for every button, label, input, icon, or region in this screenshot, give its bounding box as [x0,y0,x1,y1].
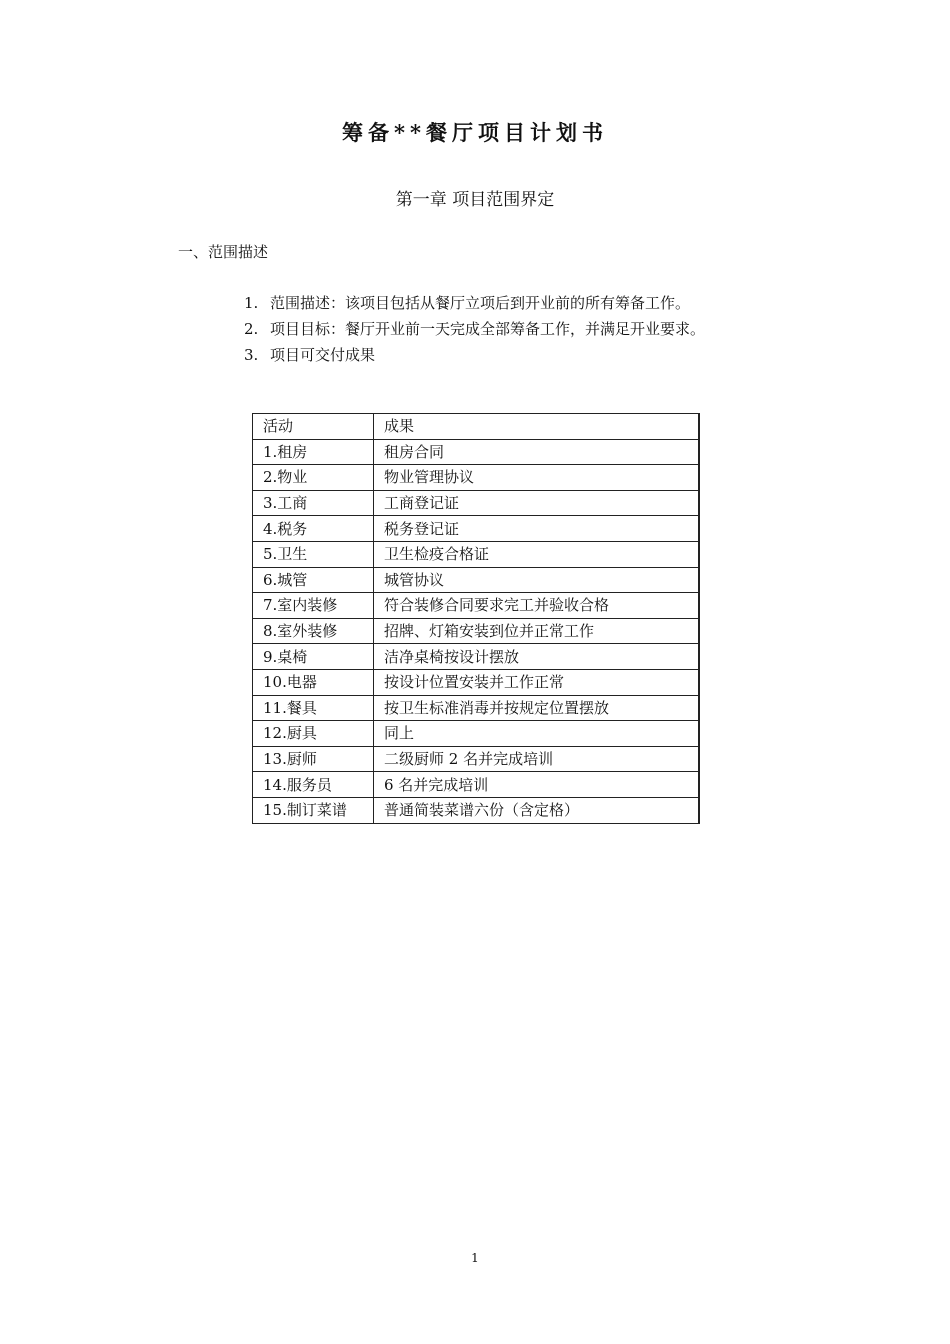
list-item-text: 项目可交付成果 [270,346,376,364]
section-heading: 一、范围描述 [178,243,269,261]
deliverable-cell: 按卫生标准消毒并按规定位置摆放 [374,695,700,721]
table-row [253,721,700,747]
table-row [253,567,700,593]
table-row [253,669,700,695]
deliverable-cell: 物业管理协议 [374,465,700,491]
list-item [244,290,705,316]
list-item-text: 范围描述：该项目包括从餐厅立项后到开业前的所有筹备工作。 [270,294,691,312]
deliverables-table [252,413,700,824]
table-row [253,695,700,721]
activity-cell: 1.租房 [253,439,374,465]
table-row [253,465,700,491]
activity-cell: 12.厨具 [253,721,374,747]
list-item-number: 3. [244,346,259,364]
activity-cell: 7.室内装修 [253,593,374,619]
activity-cell: 5.卫生 [253,541,374,567]
activity-cell: 9.桌椅 [253,644,374,670]
activity-cell: 2.物业 [253,465,374,491]
document-title: 筹备**餐厅项目计划书 [342,120,608,145]
table-row [253,797,700,823]
table-row [253,644,700,670]
deliverable-cell: 租房合同 [374,439,700,465]
list-item [244,316,705,342]
scope-list [244,290,705,368]
deliverable-cell: 城管协议 [374,567,700,593]
deliverable-cell: 同上 [374,721,700,747]
activity-cell: 15.制订菜谱 [253,797,374,823]
page-number: 1 [471,1251,479,1265]
table-row [253,593,700,619]
deliverable-cell: 普通简装菜谱六份（含定格） [374,797,700,823]
table-row [253,490,700,516]
table-header-row [253,414,700,440]
list-item-number: 2. [244,320,259,338]
activity-cell: 14.服务员 [253,772,374,798]
activity-cell: 4.税务 [253,516,374,542]
table-row [253,746,700,772]
column-header-activity: 活动 [253,414,374,440]
deliverable-cell: 6 名并完成培训 [374,772,700,798]
deliverable-cell: 税务登记证 [374,516,700,542]
chapter-title: 第一章 项目范围界定 [395,190,555,210]
deliverable-cell: 工商登记证 [374,490,700,516]
column-header-deliverable: 成果 [374,414,700,440]
list-item [244,342,705,368]
activity-cell: 6.城管 [253,567,374,593]
deliverable-cell: 洁净桌椅按设计摆放 [374,644,700,670]
deliverable-cell: 按设计位置安装并工作正常 [374,669,700,695]
deliverable-cell: 招牌、灯箱安装到位并正常工作 [374,618,700,644]
table-row [253,541,700,567]
table-row [253,772,700,798]
table-row [253,516,700,542]
activity-cell: 8.室外装修 [253,618,374,644]
list-item-number: 1. [244,294,259,312]
deliverable-cell: 卫生检疫合格证 [374,541,700,567]
activity-cell: 13.厨师 [253,746,374,772]
activity-cell: 10.电器 [253,669,374,695]
list-item-text: 项目目标：餐厅开业前一天完成全部筹备工作，并满足开业要求。 [270,320,706,338]
activity-cell: 3.工商 [253,490,374,516]
table-row [253,439,700,465]
activity-cell: 11.餐具 [253,695,374,721]
deliverable-cell: 符合装修合同要求完工并验收合格 [374,593,700,619]
table-row [253,618,700,644]
deliverable-cell: 二级厨师 2 名并完成培训 [374,746,700,772]
